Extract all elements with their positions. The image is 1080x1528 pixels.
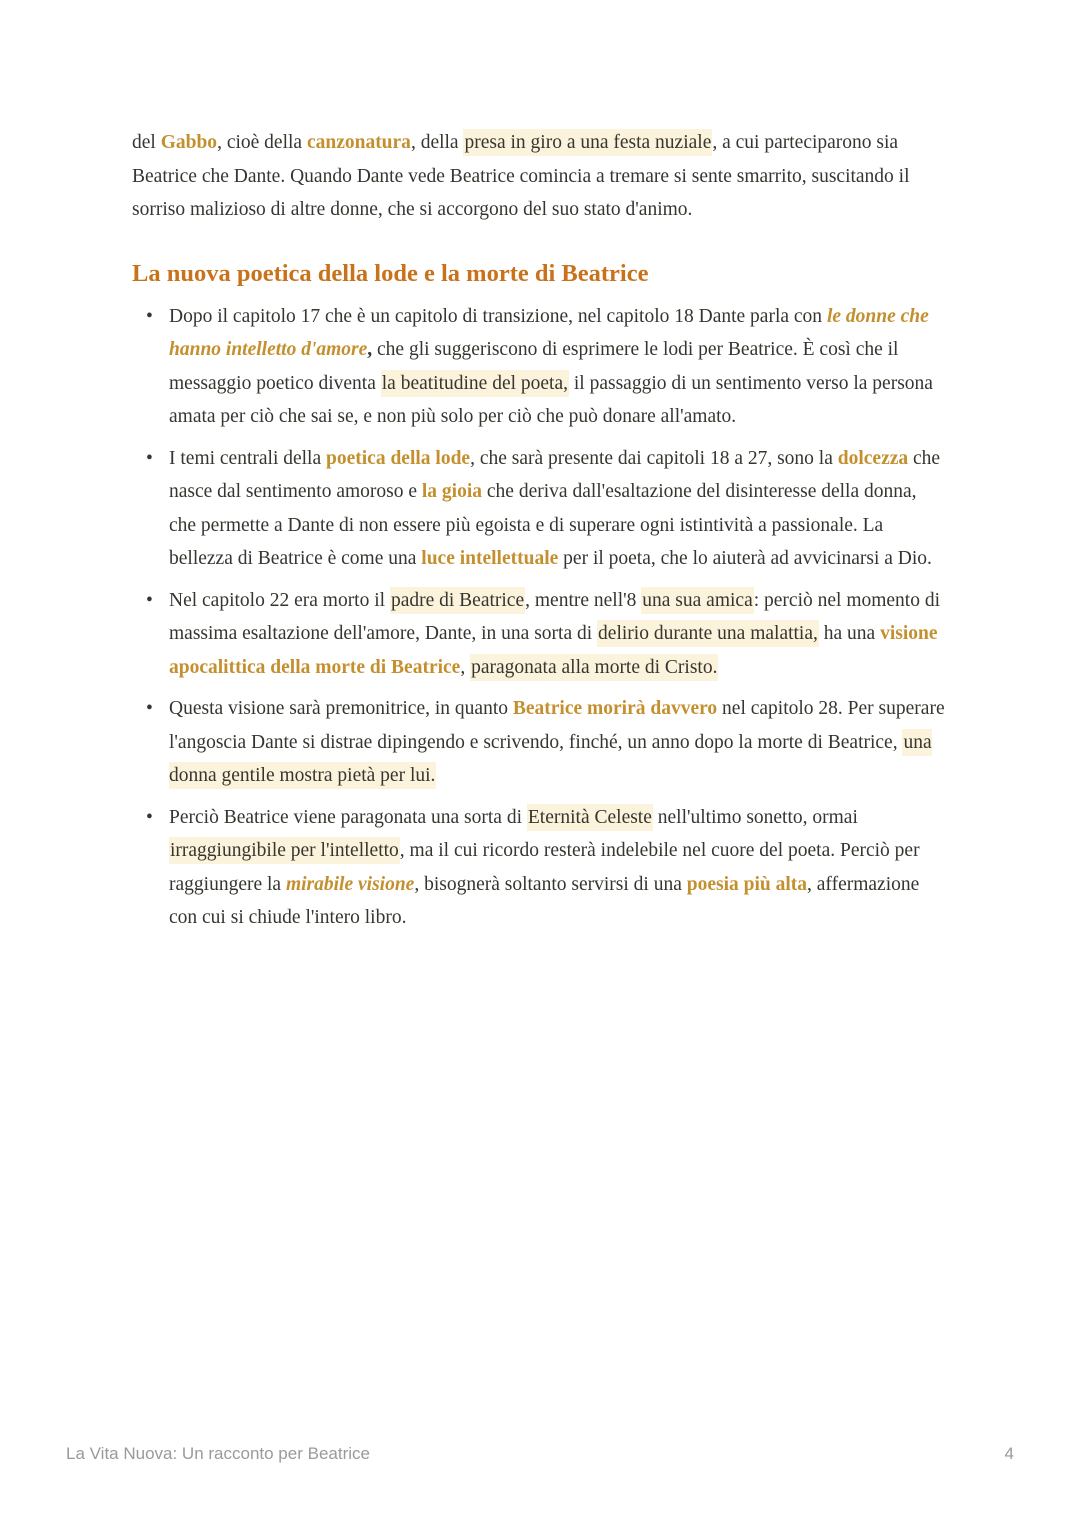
text-run: , (460, 656, 471, 678)
text-run: , a cui parteciparono sia Beatrice che Dante. Quando Dante vede Beatrice comincia a tremare si sente smarrito, suscitando il sorriso malizioso di altre donne, che si accorgono del suo stato d'animo. (132, 132, 910, 220)
accent-text: poesia più alta (686, 873, 808, 895)
text-run: Questa visione sarà premonitrice, in quanto (169, 698, 513, 719)
accent-text: la gioia (421, 481, 483, 502)
intro-paragraph (132, 126, 948, 227)
accent-text: le donne che hanno intelletto d'amore (169, 305, 929, 360)
accent-text: luce intellettuale (421, 548, 559, 569)
highlighted-text: padre di Beatrice (390, 587, 525, 614)
accent-text: canzonatura (306, 132, 411, 153)
text-run: il passaggio di un sentimento verso la persona amata per ciò che sai se, e non più solo per ciò che può donare all'amato. (169, 372, 933, 427)
accent-text: mirabile visione (285, 873, 415, 895)
text-run: , bisognerà soltanto servirsi di una (414, 873, 687, 895)
highlighted-text: una sua amica (641, 587, 753, 614)
bullet-item (132, 300, 948, 434)
text-run: Dopo il capitolo 17 che è un capitolo di transizione, nel capitolo 18 Dante parla con (169, 305, 827, 327)
text-run: , che sarà presente dai capitoli 18 a 27, sono la (470, 447, 838, 469)
text-run: Nel capitolo 22 era morto il (169, 589, 390, 611)
highlighted-text: Eternità Celeste (527, 804, 653, 831)
highlighted-text: irraggiungibile per l'intelletto (169, 837, 400, 864)
text-run: nel capitolo 28. Per superare l'angoscia Dante si distrae dipingendo e scrivendo, finché, un anno dopo la morte di Beatrice, (169, 698, 945, 753)
text-run: , affermazione con cui si chiude l'intero libro. (169, 873, 920, 928)
highlighted-text: delirio durante una malattia, (597, 620, 819, 647)
bullet-list (132, 300, 948, 935)
text-run: I temi centrali della (169, 447, 327, 469)
text-run: del (132, 132, 161, 153)
accent-text: Beatrice morirà davvero (512, 698, 718, 719)
text-run: , (367, 339, 373, 360)
accent-text: Gabbo (160, 132, 218, 153)
text-run: , mentre nell'8 (525, 589, 642, 611)
text-run: che deriva dall'esaltazione del disinteresse della donna, che permette a Dante di non essere più egoista e di superare ogni istintività a passionale. La bellezza di Beatrice è come una (169, 481, 917, 569)
text-run: nell'ultimo sonetto, ormai (652, 806, 858, 828)
highlighted-text: la beatitudine del poeta, (381, 370, 569, 397)
text-run: che gli suggeriscono di esprimere le lodi per Beatrice. È così che il messaggio poetico diventa (169, 339, 899, 394)
bullet-item (132, 801, 948, 935)
text-run: per il poeta, che lo aiuterà ad avvicinarsi a Dio. (558, 548, 932, 569)
bullet-item (132, 442, 948, 576)
section-heading: La nuova poetica della lode e la morte di Beatrice (132, 259, 649, 287)
text-run: , ma il cui ricordo resterà indelebile nel cuore del poeta. Perciò per raggiungere la (169, 840, 920, 895)
highlighted-text: una donna gentile mostra pietà per lui. (169, 729, 932, 790)
page-footer (0, 1444, 1080, 1464)
accent-text: poetica della lode (326, 447, 471, 469)
text-run: , della (410, 132, 464, 153)
bullet-item (132, 692, 948, 793)
accent-text: visione apocalittica della morte di Beatrice (169, 623, 938, 678)
text-run: che nasce dal sentimento amoroso e (169, 447, 941, 502)
text-run: Perciò Beatrice viene paragonata una sorta di (169, 806, 527, 828)
accent-text: dolcezza (837, 447, 909, 469)
footer-document-title: La Vita Nuova: Un racconto per Beatrice (66, 1444, 370, 1463)
text-run: ha una (818, 623, 881, 644)
text-run: , cioè della (217, 132, 307, 153)
page-number: 4 (1004, 1444, 1014, 1463)
bullet-item (132, 584, 948, 685)
highlighted-text: presa in giro a una festa nuziale (463, 129, 712, 156)
text-run: : perciò nel momento di massima esaltazione dell'amore, Dante, in una sorta di (169, 589, 941, 644)
highlighted-text: paragonata alla morte di Cristo. (470, 654, 718, 681)
